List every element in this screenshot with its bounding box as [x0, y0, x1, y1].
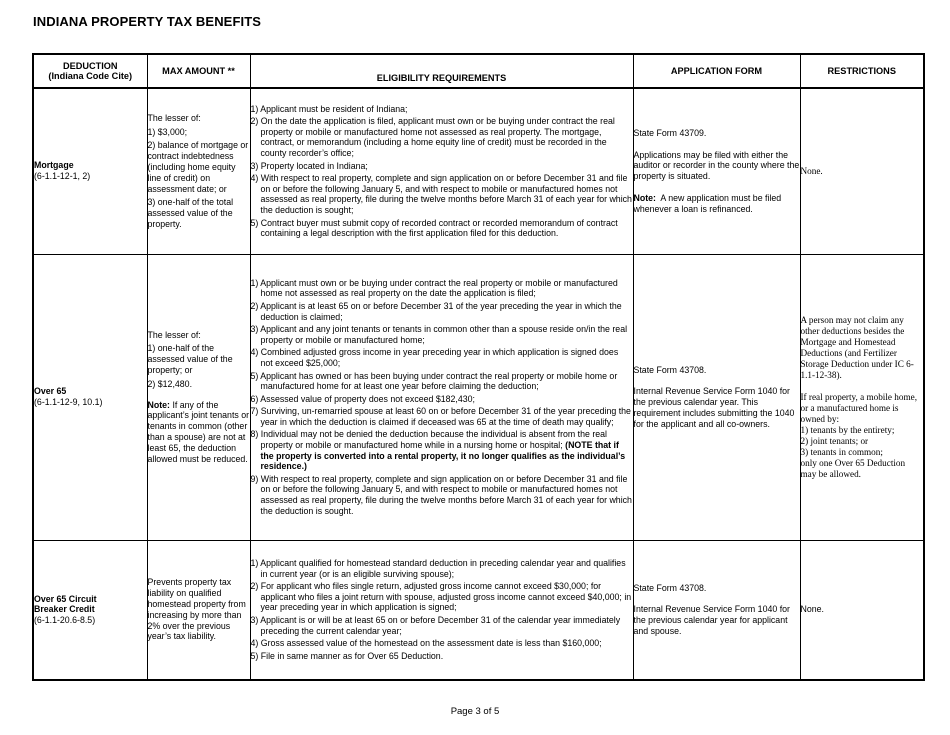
eligibility-list	[251, 104, 633, 239]
max-amount-line: 2) balance of mortgage or contract indebtedness (including home equity line of credit) on assessment date; or	[147, 140, 249, 194]
restrictions-list-item: 2) joint tenants; or	[800, 435, 869, 446]
max-amount-line: The lesser of:	[147, 329, 201, 340]
table-row-mortgage	[33, 88, 924, 254]
header-restrictions: RESTRICTIONS	[800, 54, 924, 88]
header-max-amount: MAX AMOUNT **	[147, 54, 250, 88]
max-amount-cell	[147, 254, 250, 540]
deduction-cell	[33, 88, 147, 254]
eligibility-item: 1) Applicant must be resident of Indiana;	[250, 103, 408, 114]
application-form-name: State Form 43708.	[633, 582, 707, 593]
max-amount-cell	[147, 88, 250, 254]
deduction-cite: (6-1.1-12-9, 10.1)	[34, 397, 103, 407]
table-header-row	[33, 54, 924, 88]
note-label: Note:	[147, 399, 170, 410]
application-cell	[633, 254, 800, 540]
eligibility-item: 5) Applicant has owned or has been buying under contract the real property or mobile home or manufactured home for at least one year before claiming the deduction;	[250, 370, 618, 392]
deduction-name: Over 65 Circuit	[34, 593, 97, 604]
deduction-name: Breaker Credit	[34, 604, 95, 615]
page-title: INDIANA PROPERTY TAX BENEFITS	[33, 14, 262, 29]
restrictions-text: None.	[800, 165, 823, 176]
eligibility-item: 2) Applicant is at least 65 on or before December 31 of the year preceding the year in which the deduction is claimed;	[250, 300, 622, 322]
table-row-over-65	[33, 254, 924, 540]
restrictions-cell	[800, 88, 924, 254]
deduction-cite: (6-1.1-20.6-8.5)	[34, 615, 96, 626]
header-deduction	[33, 54, 147, 88]
eligibility-item: 3) Applicant and any joint tenants or tenants in common other than a spouse reside on/in the real property or mobile or manufactured home;	[250, 324, 628, 345]
eligibility-list	[251, 278, 633, 516]
eligibility-cell	[250, 540, 633, 680]
eligibility-item: 6) Assessed value of property does not exceed $182,430;	[250, 393, 475, 404]
eligibility-item: 1) Applicant qualified for homestead standard deduction in preceding calendar year and qualifies in current year (or is an eligible surviving spouse);	[250, 558, 626, 579]
restrictions-cell	[800, 254, 924, 540]
restrictions-text: A person may not claim any other deductions besides the Mortgage and Homestead Deductions (and Fertilizer Storage Deduction under IC 6-1.1-12-38).	[800, 314, 914, 380]
eligibility-cell	[250, 254, 633, 540]
application-cell	[633, 540, 800, 680]
deduction-name: Over 65	[34, 386, 67, 397]
application-cell	[633, 88, 800, 254]
page-number: Page 3 of 5	[450, 706, 500, 717]
eligibility-item: 5) File in same manner as for Over 65 Deduction.	[250, 650, 444, 661]
table-row-circuit-breaker	[33, 540, 924, 680]
eligibility-item: 4) With respect to real property, complete and sign application on or before December 31 and file on or before the following January 5, and with respect to mobile or manufactured homes not assessed as real property, file during the twelve months before March 31 of each year for which the deduction is sought;	[250, 173, 632, 216]
eligibility-item: 5) Contract buyer must submit copy of recorded contract or recorded memorandum of contract containing a legal description with the first application filed for this deduction.	[250, 217, 618, 239]
note-text: A new application must be filed whenever a loan is refinanced.	[633, 193, 782, 214]
deduction-name: Mortgage	[34, 160, 74, 171]
restrictions-text: only one Over 65 Deduction may be allowed.	[800, 457, 906, 479]
eligibility-item	[251, 429, 633, 471]
restrictions-cell	[800, 540, 924, 680]
eligibility-item: 7) Surviving, un-remarried spouse at least 60 on or before December 31 of the year preceding the year in which the deduction is claimed if deceased was 65 at the time of death may qualify;	[250, 406, 631, 427]
max-amount-text: Prevents property tax liability on qualified homestead property from increasing by more than 2% over the previous year’s tax liability.	[147, 577, 246, 642]
eligibility-item: 1) Applicant must own or be buying under contract the real property or mobile or manufactured home not assessed as real property on the date the application is filed;	[250, 277, 618, 299]
eligibility-item-text: 8) Individual may not be denied the deduction because the individual is absent from the real property or mobile or manufactured home while in a nursing home or hospital;	[250, 429, 608, 451]
eligibility-list	[251, 558, 633, 661]
application-text: Internal Revenue Service Form 1040 for the previous calendar year for applicant and spouse.	[633, 604, 790, 637]
eligibility-item: 3) Property located in Indiana;	[250, 160, 368, 171]
eligibility-bold-note: (NOTE that if the property is converted into a rental property, it no longer qualifies as the individual’s residence.)	[260, 440, 626, 472]
eligibility-item: 2) For applicant who files single return, adjusted gross income cannot exceed $30,000; for applicant who files a joint return with spouse, adjusted gross income cannot exceed $40,000; in year preceding year in which application is signed;	[250, 581, 632, 613]
max-amount-note	[148, 400, 250, 465]
application-form-name: State Form 43708.	[633, 364, 707, 375]
eligibility-item: 4) Gross assessed value of the homestead on the assessment date is less than $160,000;	[250, 638, 602, 649]
deduction-cite: (6-1.1-12-1, 2)	[34, 171, 91, 182]
eligibility-cell	[250, 88, 633, 254]
eligibility-item: 9) With respect to real property, complete and sign application on or before December 31 and file on or before the following January 5, and with respect to mobile or manufactured homes not assessed as real property, file during the twelve months before March 31 of each year for which the deduction is sought.	[250, 473, 632, 516]
application-note	[634, 193, 800, 215]
max-amount-line: The lesser of:	[147, 112, 201, 123]
max-amount-line: 3) one-half of the total assessed value of the property.	[147, 197, 234, 229]
restrictions-text: If real property, a mobile home, or a manufactured home is owned by:	[800, 391, 917, 424]
max-amount-line: 2) $12,480.	[147, 378, 193, 389]
header-application-form: APPLICATION FORM	[633, 54, 800, 88]
eligibility-item: 2) On the date the application is filed, applicant must own or be buying under contract the real property or mobile or manufactured home not assessed as real property. The mortgage, contract, or memorandum (including a home equity line of credit) must be recorded in the county recorder’s office;	[250, 116, 615, 159]
deduction-cell	[33, 540, 147, 680]
restrictions-list-item: 3) tenants in common;	[800, 446, 883, 457]
max-amount-cell	[147, 540, 250, 680]
header-eligibility: ELIGIBILITY REQUIREMENTS	[250, 54, 633, 88]
application-form-name: State Form 43709.	[633, 127, 707, 138]
eligibility-item: 3) Applicant is or will be at least 65 on or before December 31 of the calendar year immediately preceding the current calendar year;	[250, 615, 621, 636]
eligibility-item: 4) Combined adjusted gross income in year preceding year in which application is signed does not exceed $25,000;	[250, 347, 619, 368]
header-deduction-line2: (Indiana Code Cite)	[48, 71, 133, 81]
deduction-cell	[33, 254, 147, 540]
benefits-table	[32, 53, 925, 681]
note-text: If any of the applicant’s joint tenants or tenants in common (other than a spouse) are not at least 65, the deduction allowed must be reduced.	[147, 399, 250, 464]
application-text: Applications may be filed with either the auditor or recorder in the county where the property is situated.	[633, 149, 800, 182]
header-deduction-line1: DEDUCTION	[62, 60, 118, 71]
max-amount-line: 1) $3,000;	[147, 126, 188, 137]
restrictions-text: None.	[800, 604, 824, 615]
restrictions-list-item: 1) tenants by the entirety;	[800, 424, 895, 435]
application-text: Internal Revenue Service Form 1040 for the previous calendar year. This requirement includes submitting the 1040 for the applicant and all co-owners.	[633, 386, 795, 429]
note-label: Note:	[633, 193, 656, 204]
max-amount-line: 1) one-half of the assessed value of the property; or	[147, 343, 233, 375]
